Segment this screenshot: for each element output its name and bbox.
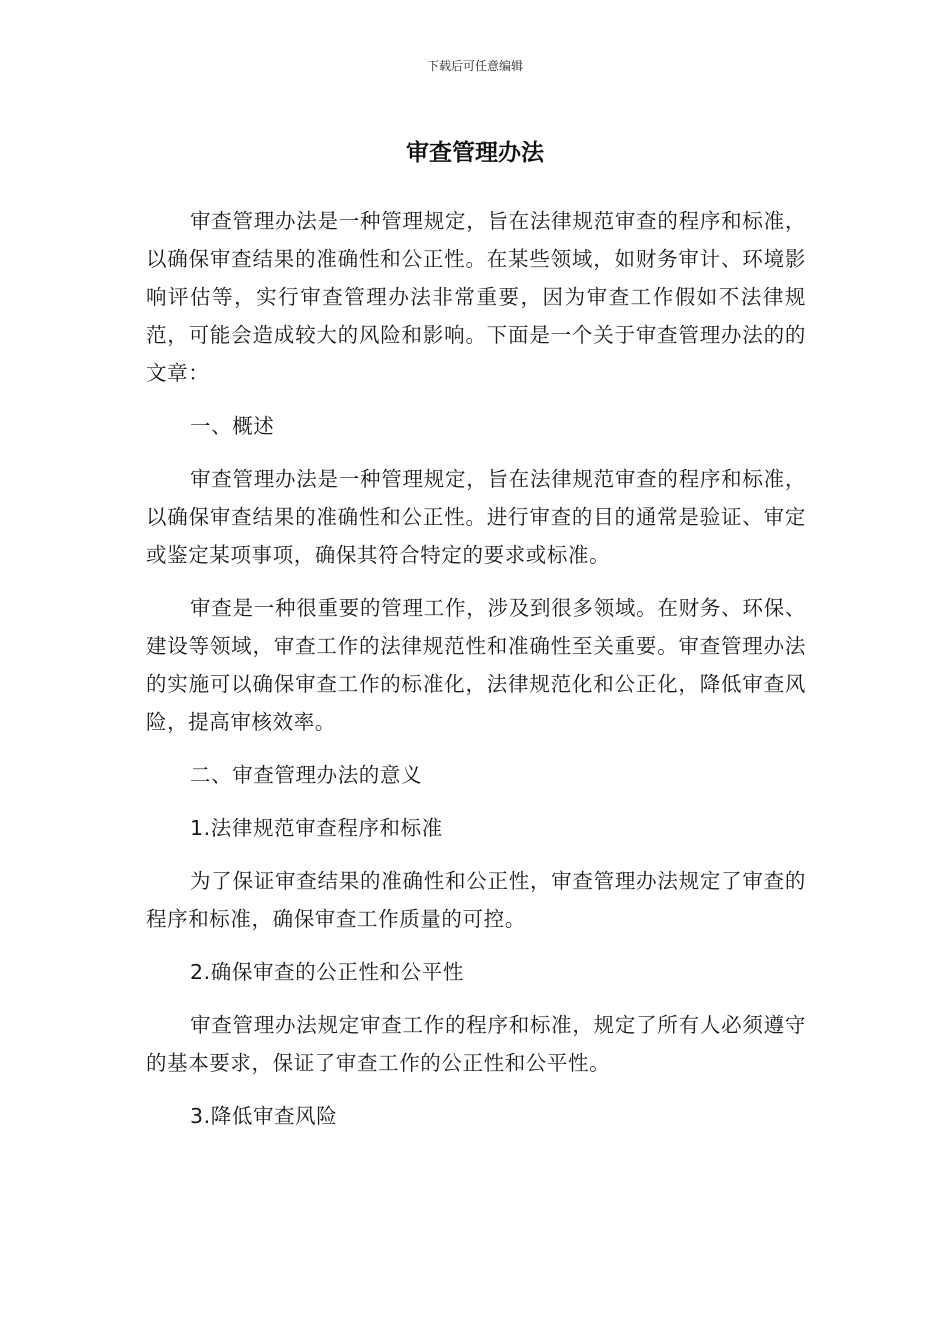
overview-paragraph-1: 审查管理办法是一种管理规定，旨在法律规范审查的程序和标准，以确保审查结果的准确性和公正性。进行审查的目的通常是验证、审定或鉴定某项事项，确保其符合特定的要求或标准。 [146, 467, 806, 567]
overview-paragraph-2: 审查是一种很重要的管理工作，涉及到很多领域。在财务、环保、建设等领域，审查工作的法律规范性和准确性至关重要。审查管理办法的实施可以确保审查工作的标准化，法律规范化和公正化，降低审查风险，提高审核效率。 [146, 596, 806, 734]
subheading-2: 2.确保审查的公正性和公平性 [190, 960, 464, 984]
section-heading-overview: 一、概述 [190, 414, 275, 438]
subheading-1-paragraph: 为了保证审查结果的准确性和公正性，审查管理办法规定了审查的程序和标准，确保审查工作质量的可控。 [146, 869, 806, 931]
section-heading-significance: 二、审查管理办法的意义 [190, 763, 423, 787]
document-title: 审查管理办法 [406, 140, 544, 166]
subheading-2-paragraph: 审查管理办法规定审查工作的程序和标准，规定了所有人必须遵守的基本要求，保证了审查工作的公正性和公平性。 [146, 1013, 806, 1075]
subheading-3: 3.降低审查风险 [190, 1104, 338, 1128]
intro-paragraph: 审查管理办法是一种管理规定，旨在法律规范审查的程序和标准，以确保审查结果的准确性和公正性。在某些领域，如财务审计、环境影响评估等，实行审查管理办法非常重要，因为审查工作假如不法律规范，可能会造成较大的风险和影响。下面是一个关于审查管理办法的的文章： [146, 209, 806, 385]
header-note: 下载后可任意编辑 [426, 59, 523, 73]
document-body [146, 202, 806, 1150]
subheading-1: 1.法律规范审查程序和标准 [190, 816, 443, 840]
